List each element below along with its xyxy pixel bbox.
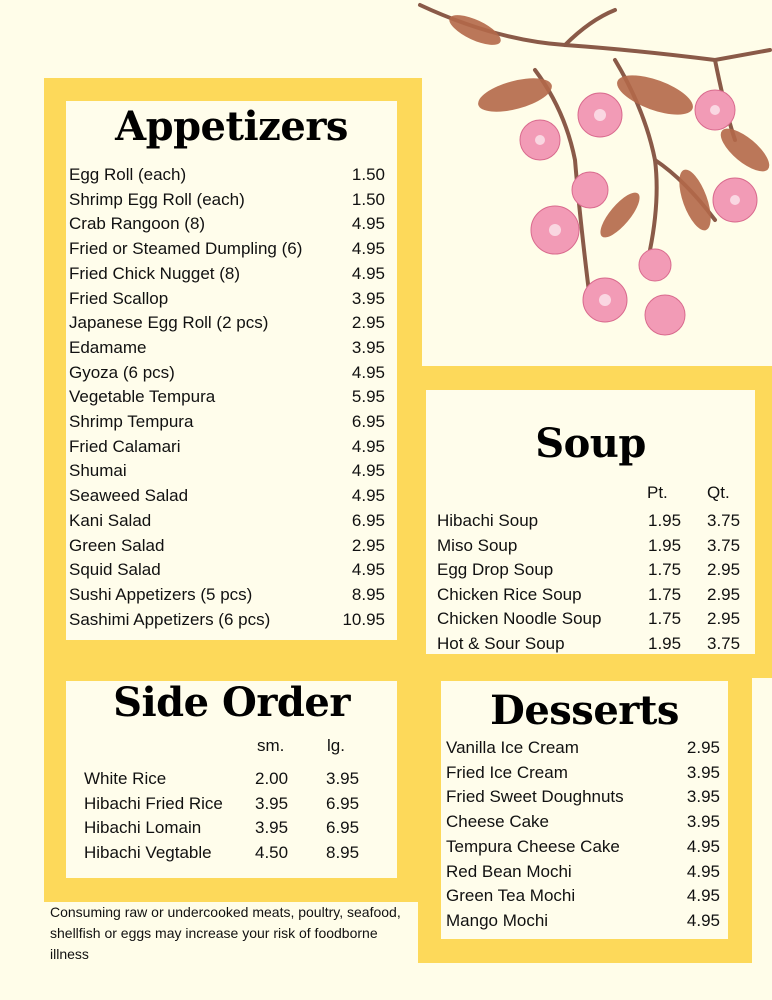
item-price: 2.95 — [686, 738, 720, 757]
item-name: Edamame — [69, 337, 147, 357]
item-name: Fried Chick Nugget (8) — [69, 263, 241, 283]
item-price-lg: 6.95 — [326, 818, 360, 838]
menu-item — [66, 410, 397, 434]
item-price-qt: 3.75 — [707, 535, 741, 555]
appetizers-title: Appetizers — [115, 103, 348, 150]
item-price: 4.95 — [351, 461, 385, 481]
menu-item — [66, 262, 397, 286]
menu-item — [66, 212, 397, 236]
menu-item — [66, 435, 397, 459]
menu-item — [441, 736, 728, 760]
menu-item — [66, 336, 397, 360]
item-price: 3.95 — [686, 812, 720, 832]
desserts-title: Desserts — [490, 687, 679, 734]
item-name: Egg Drop Soup — [437, 560, 554, 579]
item-name: Fried Calamari — [69, 436, 181, 456]
item-name: Fried or Steamed Dumpling (6) — [69, 239, 303, 259]
item-name: Japanese Egg Roll (2 pcs) — [69, 313, 269, 333]
soup-col-pt: Pt. — [647, 483, 668, 502]
item-price: 4.95 — [351, 560, 385, 580]
menu-item — [66, 509, 397, 533]
desserts-card — [441, 681, 728, 939]
side-order-title: Side Order — [113, 679, 350, 726]
menu-item — [66, 459, 397, 483]
menu-item — [426, 509, 755, 533]
menu-item — [441, 761, 728, 785]
soup-col-qt: Qt. — [707, 483, 730, 502]
item-name: Vanilla Ice Cream — [446, 738, 579, 757]
item-price: 3.95 — [686, 787, 720, 807]
menu-item — [441, 909, 728, 933]
item-price-qt: 2.95 — [707, 560, 741, 579]
menu-item — [426, 558, 755, 582]
menu-item — [66, 841, 397, 865]
appetizers-card — [66, 101, 397, 640]
item-name: Chicken Rice Soup — [437, 584, 582, 604]
menu-item — [441, 884, 728, 908]
item-price: 6.95 — [351, 510, 385, 530]
item-price: 4.95 — [686, 910, 720, 930]
side-order-col-sm: sm. — [257, 736, 285, 755]
item-price: 4.95 — [686, 836, 720, 856]
menu-item — [66, 558, 397, 582]
menu-item — [66, 188, 397, 212]
item-price-lg: 8.95 — [326, 843, 360, 863]
item-name: Green Tea Mochi — [446, 886, 576, 906]
item-price: 4.95 — [351, 486, 385, 506]
menu-item — [66, 608, 397, 632]
menu-item — [66, 484, 397, 508]
menu-item — [426, 534, 755, 558]
item-price: 3.95 — [686, 762, 720, 782]
menu-item — [441, 835, 728, 859]
side-order-col-lg: lg. — [327, 736, 345, 755]
menu-item — [66, 311, 397, 335]
menu-item — [426, 583, 755, 607]
item-price: 4.95 — [351, 362, 385, 382]
item-price: 4.95 — [351, 239, 385, 259]
item-name: Red Bean Mochi — [446, 861, 572, 881]
item-name: Kani Salad — [69, 510, 152, 530]
item-price-sm: 3.95 — [255, 793, 289, 813]
item-price: 3.95 — [351, 337, 385, 357]
item-price: 2.95 — [351, 313, 385, 333]
item-price-pt: 1.75 — [648, 584, 682, 604]
menu-item — [66, 534, 397, 558]
item-name: Fried Sweet Doughnuts — [446, 787, 624, 807]
item-price-qt: 2.95 — [707, 609, 741, 628]
side-order-column-headers — [66, 734, 397, 758]
item-name: Mango Mochi — [446, 910, 549, 930]
item-name: Green Salad — [69, 535, 165, 555]
item-name: Miso Soup — [437, 535, 518, 555]
item-name: Hibachi Lomain — [84, 818, 202, 838]
item-price: 4.95 — [351, 214, 385, 234]
item-name: Hibachi Soup — [437, 511, 539, 530]
menu-item — [441, 785, 728, 809]
item-price: 4.95 — [351, 263, 385, 283]
item-price: 1.50 — [351, 189, 385, 209]
item-name: Sushi Appetizers (5 pcs) — [69, 584, 253, 604]
item-price: 10.95 — [342, 609, 385, 629]
item-price: 6.95 — [351, 412, 385, 431]
item-price-sm: 4.50 — [255, 843, 289, 863]
item-price-pt: 1.75 — [648, 609, 682, 628]
item-price-pt: 1.95 — [648, 535, 682, 555]
side-order-card — [66, 681, 397, 878]
item-price-qt: 3.75 — [707, 633, 741, 653]
menu-item — [66, 767, 397, 791]
item-name: White Rice — [84, 769, 167, 788]
item-name: Vegetable Tempura — [69, 387, 216, 407]
item-price: 4.95 — [686, 861, 720, 881]
item-price-sm: 2.00 — [255, 769, 289, 788]
menu-item — [441, 860, 728, 884]
soup-title: Soup — [535, 420, 646, 467]
item-name: Egg Roll (each) — [69, 165, 187, 184]
item-name: Fried Scallop — [69, 288, 169, 308]
item-name: Seaweed Salad — [69, 486, 189, 506]
menu-item — [426, 607, 755, 631]
item-price-lg: 6.95 — [326, 793, 360, 813]
item-price-qt: 3.75 — [707, 511, 741, 530]
item-price: 5.95 — [351, 387, 385, 407]
item-name: Tempura Cheese Cake — [446, 836, 620, 856]
soup-column-headers — [426, 481, 755, 505]
menu-item — [66, 792, 397, 816]
menu-item — [66, 816, 397, 840]
menu-item — [66, 163, 397, 187]
item-name: Shrimp Tempura — [69, 412, 194, 431]
menu-item — [66, 237, 397, 261]
item-name: Crab Rangoon (8) — [69, 214, 206, 234]
menu-item — [66, 287, 397, 311]
item-name: Chicken Noodle Soup — [437, 609, 602, 628]
item-price: 2.95 — [351, 535, 385, 555]
disclaimer-text: Consuming raw or undercooked meats, poultry, seafood, shellfish or eggs may increase your risk of foodborne illness — [50, 904, 401, 962]
item-price-pt: 1.95 — [648, 511, 682, 530]
item-price-qt: 2.95 — [707, 584, 741, 604]
item-name: Fried Ice Cream — [446, 762, 568, 782]
item-name: Shumai — [69, 461, 127, 481]
item-price: 8.95 — [351, 584, 385, 604]
menu-item — [66, 583, 397, 607]
item-name: Hot & Sour Soup — [437, 633, 565, 653]
item-price: 4.95 — [351, 436, 385, 456]
item-price-pt: 1.95 — [648, 633, 682, 653]
item-name: Hibachi Fried Rice — [84, 793, 223, 813]
menu-item — [66, 385, 397, 409]
item-price: 1.50 — [351, 165, 385, 184]
item-price: 3.95 — [351, 288, 385, 308]
item-price-pt: 1.75 — [648, 560, 682, 579]
item-price-sm: 3.95 — [255, 818, 289, 838]
item-name: Shrimp Egg Roll (each) — [69, 189, 245, 209]
item-name: Hibachi Vegtable — [84, 843, 212, 863]
soup-card — [426, 390, 755, 654]
item-price-lg: 3.95 — [326, 769, 360, 788]
item-price: 4.95 — [686, 886, 720, 906]
item-name: Cheese Cake — [446, 812, 550, 832]
item-name: Squid Salad — [69, 560, 161, 580]
item-name: Sashimi Appetizers (6 pcs) — [69, 609, 271, 629]
menu-item — [426, 632, 755, 656]
cherry-blossom-image — [415, 0, 772, 350]
menu-item — [441, 810, 728, 834]
item-name: Gyoza (6 pcs) — [69, 362, 175, 382]
menu-item — [66, 361, 397, 385]
